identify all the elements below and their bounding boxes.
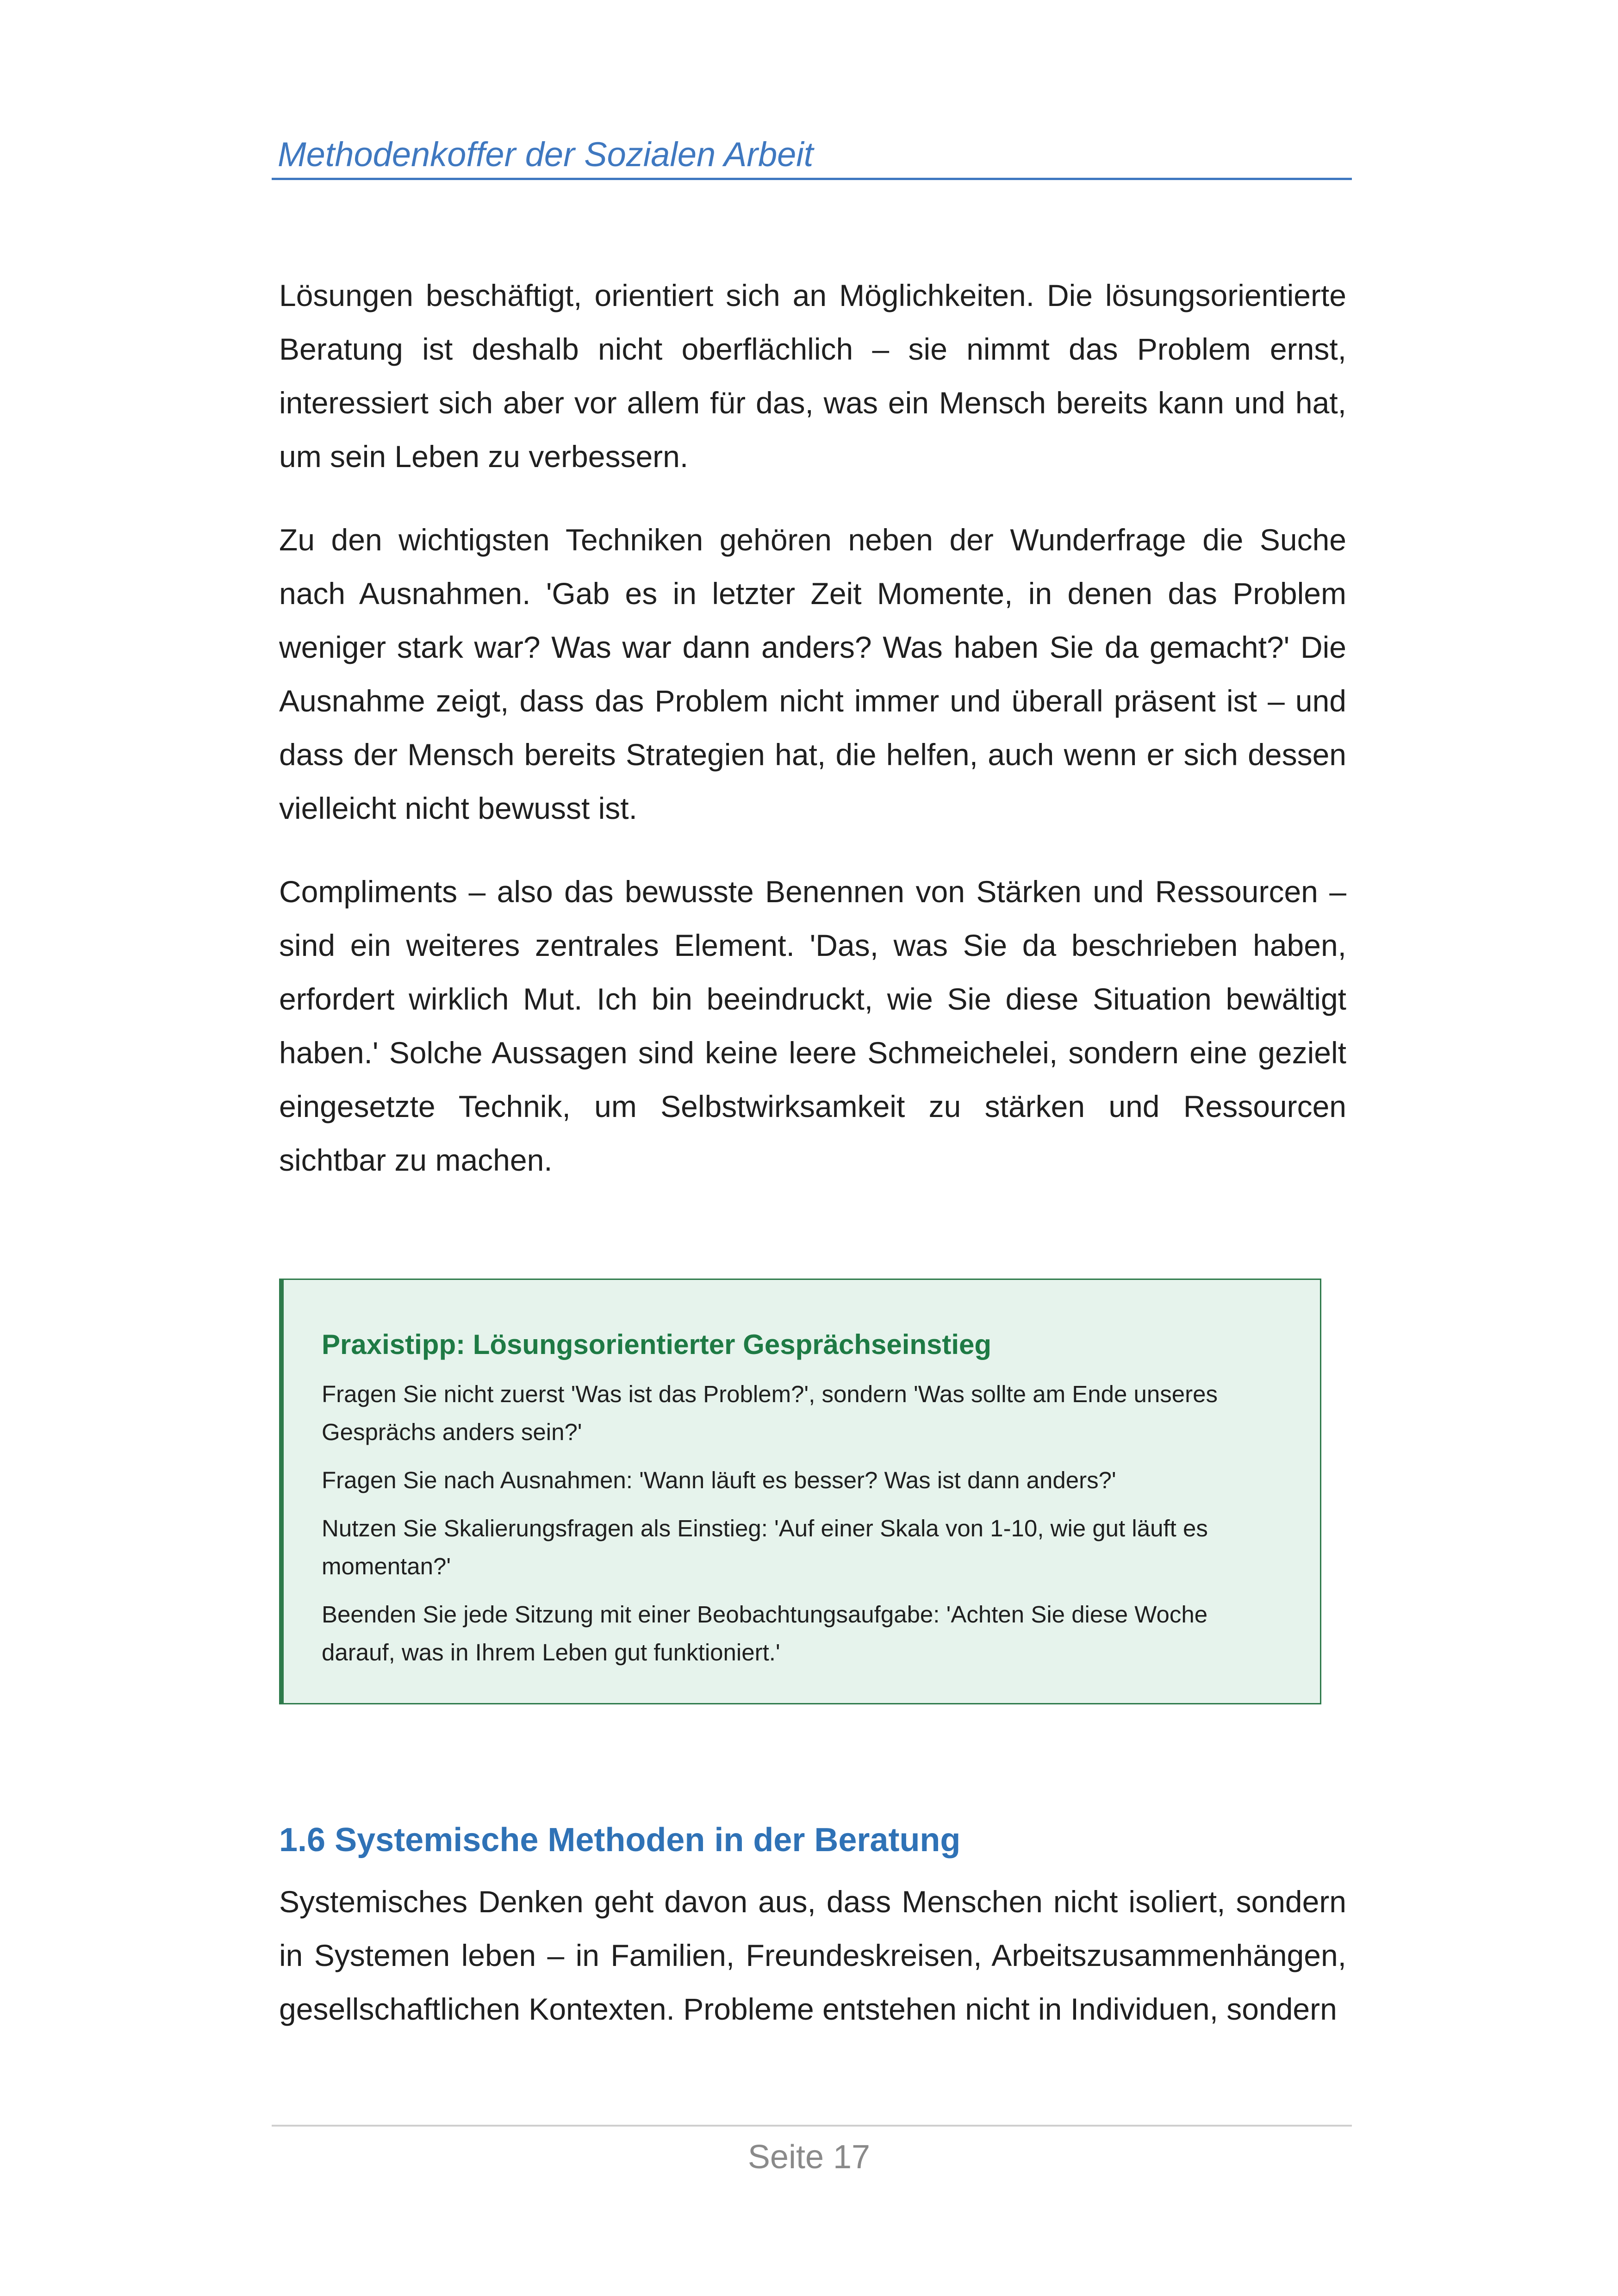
tip-item: Fragen Sie nach Ausnahmen: 'Wann läuft es besser? Was ist dann anders?' [322, 1467, 1116, 1493]
body-paragraph: Lösungen beschäftigt, orientiert sich an Möglichkeiten. Die lösungsorientierte Beratung ist deshalb nicht oberflächlich – sie nimmt das Problem ernst, interessiert sich aber vor allem für das, was ein Mensch bereits kann und hat, um sein Leben zu verbessern. [279, 278, 1346, 474]
running-header: Methodenkoffer der Sozialen Arbeit [278, 135, 814, 174]
tip-title: Praxistipp: Lösungsorientierter Gesprächseinstieg [322, 1329, 992, 1360]
section-1-6 [279, 1815, 1346, 2065]
section-paragraph: Systemisches Denken geht davon aus, dass Menschen nicht isoliert, sondern in Systemen leben – in Familien, Freundeskreisen, Arbeitszusammenhängen, gesellschaftlichen Kontexten. Probleme entstehen nicht in Individuen, sondern [279, 1884, 1346, 2026]
body-paragraph: Zu den wichtigsten Techniken gehören neben der Wunderfrage die Suche nach Ausnahmen. 'Gab es in letzter Zeit Momente, in denen das Problem weniger stark war? Was war dann anders? Was haben Sie da gemacht?' Die Ausnahme zeigt, dass das Problem nicht immer und überall präsent ist – und dass der Mensch bereits Strategien hat, die helfen, auch wenn er sich dessen vielleicht nicht bewusst ist. [279, 523, 1346, 825]
header-rule [272, 178, 1352, 180]
practice-tip-box [279, 1279, 1321, 1704]
body-paragraph: Compliments – also das bewusste Benennen von Stärken und Ressourcen – sind ein weiteres zentrales Element. 'Das, was Sie da beschrieben haben, erfordert wirklich Mut. Ich bin beeindruckt, wie Sie diese Situation bewältigt haben.' Solche Aussagen sind keine leere Schmeichelei, sondern eine gezielt eingesetzte Technik, um Selbstwirksamkeit zu stärken und Ressourcen sichtbar zu machen. [279, 874, 1346, 1177]
page-number: Seite 17 [747, 2139, 871, 2176]
tip-item: Nutzen Sie Skalierungsfragen als Einstieg: 'Auf einer Skala von 1-10, wie gut läuft es momentan?' [322, 1515, 1208, 1579]
body-text [279, 268, 1346, 1217]
footer-rule [272, 2125, 1352, 2127]
section-heading: 1.6 Systemische Methoden in der Beratung [279, 1822, 961, 1859]
tip-item: Fragen Sie nicht zuerst 'Was ist das Problem?', sondern 'Was sollte am Ende unseres Gesprächs anders sein?' [322, 1381, 1218, 1445]
tip-item: Beenden Sie jede Sitzung mit einer Beobachtungsaufgabe: 'Achten Sie diese Woche darauf, was in Ihrem Leben gut funktioniert.' [322, 1601, 1208, 1666]
